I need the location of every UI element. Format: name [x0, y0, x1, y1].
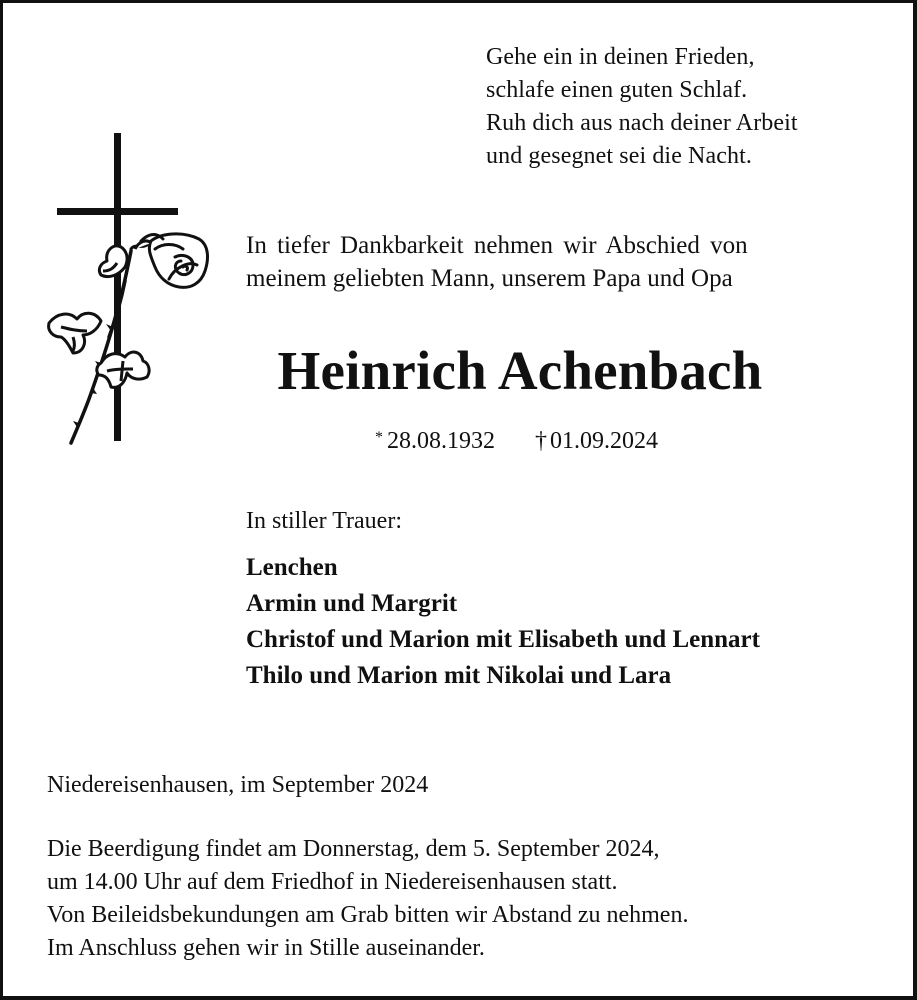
death-dagger-icon: † [535, 428, 547, 454]
mourners-section [246, 506, 760, 694]
funeral-line: Von Beileidsbekundungen am Grab bitten wir Abstand zu nehmen. [47, 902, 689, 928]
poem-line: und gesegnet sei die Nacht. [486, 143, 752, 169]
poem-line: schlafe einen guten Schlaf. [486, 77, 748, 103]
funeral-line: Die Beerdigung findet am Donnerstag, dem 5. September 2024, [47, 836, 660, 862]
mourners-list [246, 550, 760, 694]
funeral-line: Im Anschluss gehen wir in Stille auseinander. [47, 935, 485, 961]
mourner-entry: Christof und Marion mit Elisabeth und Lennart [246, 626, 760, 653]
place-and-date: Niedereisenhausen, im September 2024 [47, 772, 429, 798]
death-date: 01.09.2024 [550, 428, 658, 454]
deceased-name: Heinrich Achenbach [277, 340, 763, 401]
intro-line: meinem geliebten Mann, unserem Papa und Opa [246, 265, 733, 292]
life-dates [375, 423, 658, 456]
funeral-line: um 14.00 Uhr auf dem Friedhof in Niedereisenhausen statt. [47, 869, 618, 895]
birth-asterisk-icon: * [375, 429, 383, 446]
poem-line: Ruh dich aus nach deiner Arbeit [486, 110, 798, 136]
funeral-details [47, 833, 688, 965]
mourner-entry: Thilo und Marion mit Nikolai und Lara [246, 662, 672, 689]
mourner-entry: Lenchen [246, 554, 338, 581]
birth-date: 28.08.1932 [387, 428, 495, 454]
intro-line: In tiefer Dankbarkeit nehmen wir Abschied von [246, 232, 748, 259]
mourners-heading: In stiller Trauer: [246, 508, 402, 534]
mourner-entry: Armin und Margrit [246, 590, 458, 617]
poem-line: Gehe ein in deinen Frieden, [486, 44, 755, 70]
memorial-poem [486, 41, 798, 173]
farewell-intro [246, 229, 748, 295]
